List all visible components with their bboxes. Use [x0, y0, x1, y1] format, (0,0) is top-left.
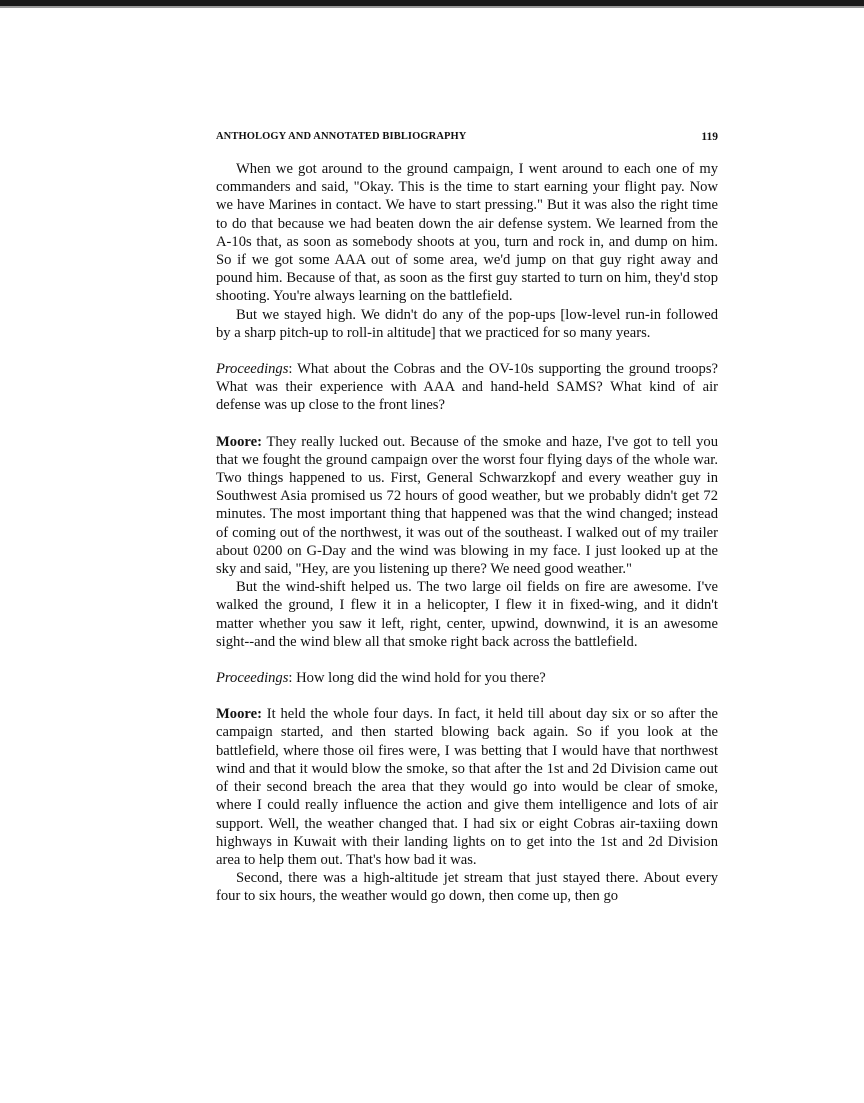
top-border-shadow — [0, 6, 864, 8]
running-head-title: ANTHOLOGY AND ANNOTATED BIBLIOGRAPHY — [216, 131, 467, 142]
speaker-label: Proceedings — [216, 670, 289, 687]
body-text — [216, 160, 718, 906]
answer-lucked-out: Moore: They really lucked out. Because of the smoke and haze, I've got to tell you that we fought the ground campaign over the worst four flying days of the whole war. Two things happened to us. First, General Schwarzkopf and every weather guy in Southwest Asia promised us 72 hours of good weather, but we probably didn't get 72 minutes. The most important thing that happened was that the wind changed; instead of coming out of the northwest, it was out of the southeast. I walked out of my trailer about 0200 on G-Day and the wind was blowing in my face. I just looked up at the sky and said, "Hey, are you listening up there? We need good weather." — [216, 433, 718, 578]
paragraph-stayed-high: But we stayed high. We didn't do any of the pop-ups [low-level run-in followed by a sharp pitch-up to roll-in altitude] that we practiced for so many years. — [216, 306, 718, 341]
speaker-label: Proceedings — [216, 361, 289, 378]
speaker-label: Moore — [216, 706, 258, 723]
speaker-label: Moore — [216, 433, 258, 450]
question-wind-hold: Proceedings: How long did the wind hold for you there? — [216, 670, 546, 687]
paragraph-wind-shift: But the wind-shift helped us. The two large oil fields on fire are awesome. I've walked the ground, I flew it in a helicopter, I flew it in fixed-wing, and it didn't matter whether you saw it left, right, center, upwind, downwind, it is an awesome sight--and the wind blew all that smoke right back across the battlefield. — [216, 579, 718, 650]
paragraph-jet-stream: Second, there was a high-altitude jet stream that just stayed there. About every four to six hours, the weather would go down, then come up, then go — [216, 870, 718, 905]
question-cobras: Proceedings: What about the Cobras and the OV-10s supporting the ground troops? What was their experience with AAA and hand-held SAMS? What kind of air defense was up close to the front lines? — [216, 361, 718, 414]
paragraph-ground-campaign: When we got around to the ground campaign, I went around to each one of my commanders and said, "Okay. This is the time to start earning your flight pay. Now we have Marines in contact. We have to start pressing." But it was also the right time to do that because we had beaten down the air defense system. We learned from the A-10s that, as soon as somebody shoots at you, turn and rock in, and dump on him. So if we got some AAA out of some area, we'd jump on that guy right away and pound him. Because of that, as soon as the first guy started to turn on him, they'd stop shooting. You're always learning on the battlefield. — [216, 161, 718, 305]
page-number: 119 — [701, 131, 718, 143]
answer-four-days: Moore: It held the whole four days. In fact, it held till about day six or so after the campaign started, and then started blowing back again. So if you look at the battlefield, where those oil fires were, I was betting that I would have that northwest wind and that it would blow the smoke, so that after the 1st and 2d Division came out of their second breach the area that they would go into would be clear of smoke, where I could really influence the action and give them intelligence and lots of air support. Well, the weather changed that. I had six or eight Cobras air-taxiing down highways in Kuwait with their landing lights on to get into the 1st and 2d Division area to help them out. That's how bad it was. — [216, 706, 718, 868]
running-head — [216, 131, 718, 147]
